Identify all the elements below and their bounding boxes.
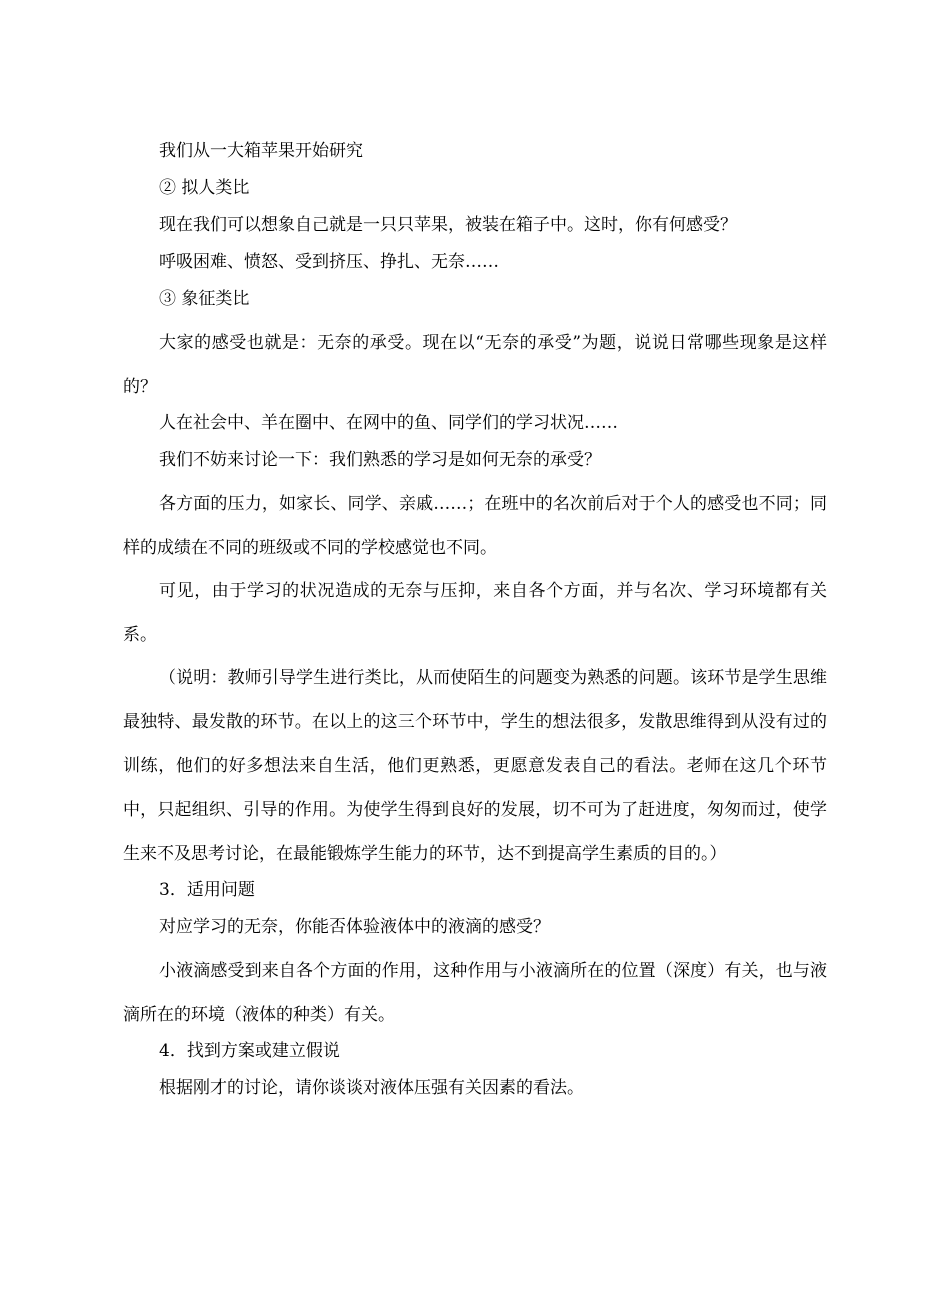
heading-symbolic-analogy: ③ 象征类比 (159, 289, 250, 309)
heading-applicable-problem: 3．适用问题 (159, 880, 255, 900)
paragraph-droplet-question: 对应学习的无奈，你能否体验液体中的液滴的感受？ (159, 917, 550, 937)
paragraph-teacher-note: （说明：教师引导学生进行类比，从而使陌生的问题变为熟悉的问题。该环节是学生思维最独特、最发散的环节。在以上的这三个环节中，学生的想法很多，发散思维得到从没有过的训练，他们的好多想法来自生活，他们更熟悉，更愿意发表自己的看法。老师在这几个环节中，只起组织、引导的作用。为使学生得到良好的发展，切不可为了赶进度，匆匆而过，使学生来不及思考讨论，在最能锻炼学生能力的环节，达不到提高学生素质的目的。） (123, 668, 827, 864)
paragraph-droplet-answer: 小液滴感受到来自各个方面的作用，这种作用与小液滴所在的位置（深度）有关，也与液滴所在的环境（液体的种类）有关。 (123, 961, 827, 1025)
paragraph-examples: 人在社会中、羊在圈中、在网中的鱼、同学们的学习状况…… (159, 413, 618, 433)
heading-personification-analogy: ② 拟人类比 (159, 178, 250, 198)
paragraph-pressure-factors: 根据刚才的讨论，请你谈谈对液体压强有关因素的看法。 (159, 1078, 584, 1098)
paragraph-imagine-apple: 现在我们可以想象自己就是一只只苹果，被装在箱子中。这时，你有何感受？ (159, 215, 737, 235)
paragraph-pressures: 各方面的压力，如家长、同学、亲戚……；在班中的名次前后对于个人的感受也不同；同样的成绩在不同的班级或不同的学校感觉也不同。 (123, 494, 827, 558)
paragraph-helpless-endurance: 大家的感受也就是：无奈的承受。现在以“无奈的承受”为题，说说日常哪些现象是这样的？ (123, 333, 827, 397)
paragraph-discussion-question: 我们不妨来讨论一下：我们熟悉的学习是如何无奈的承受？ (159, 450, 601, 470)
paragraph-conclusion: 可见，由于学习的状况造成的无奈与压抑，来自各个方面，并与名次、学习环境都有关系。 (123, 581, 827, 645)
heading-hypothesis: 4．找到方案或建立假说 (159, 1041, 340, 1061)
paragraph-feelings: 呼吸困难、愤怒、受到挤压、挣扎、无奈…… (159, 252, 499, 272)
paragraph-apple-research: 我们从一大箱苹果开始研究 (159, 141, 363, 161)
document-body (123, 136, 827, 1104)
